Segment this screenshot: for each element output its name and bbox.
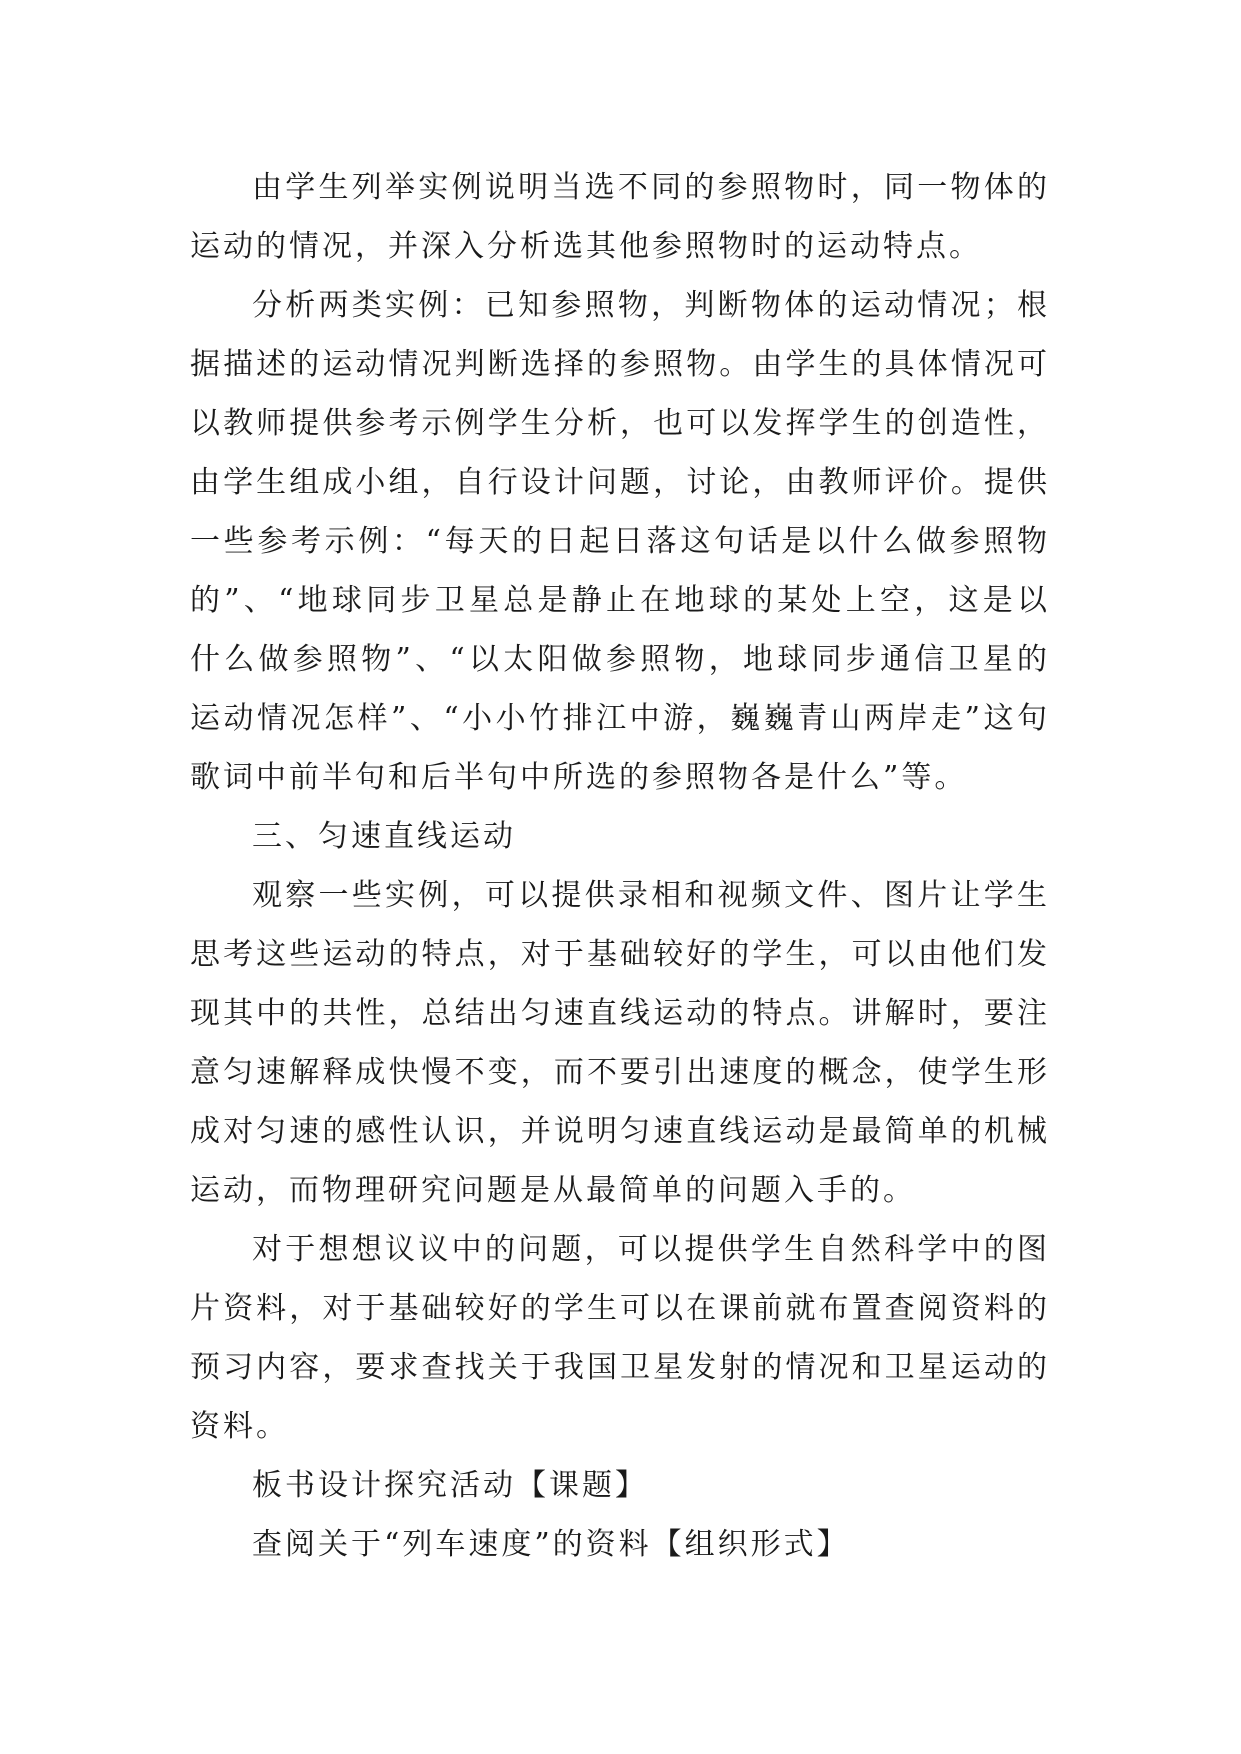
paragraph-reference-objects: 由学生列举实例说明当选不同的参照物时，同一物体的运动的情况，并深入分析选其他参照物时的运动特点。 <box>190 170 1050 264</box>
paragraph-train-speed: 查阅关于“列车速度”的资料【组织形式】 <box>252 1527 850 1562</box>
paragraph-discussion-materials: 对于想想议议中的问题，可以提供学生自然科学中的图片资料，对于基础较好的学生可以在课前就布置查阅资料的预习内容，要求查找关于我国卫星发射的情况和卫星运动的资料。 <box>190 1232 1050 1444</box>
section-heading-uniform-motion: 三、匀速直线运动 <box>252 819 516 854</box>
paragraph-two-examples: 分析两类实例：已知参照物，判断物体的运动情况；根据描述的运动情况判断选择的参照物。由学生的具体情况可以教师提供参考示例学生分析，也可以发挥学生的创造性，由学生组成小组，自行设计问题，讨论，由教师评价。提供一些参考示例：“每天的日起日落这句话是以什么做参照物的”、“地球同步卫星总是静止在地球的某处上空，这是以什么做参照物”、“以太阳做参照物，地球同步通信卫星的运动情况怎样”、“小小竹排江中游，巍巍青山两岸走”这句歌词中前半句和后半句中所选的参照物各是什么”等。 <box>190 288 1050 795</box>
paragraph-observe-examples: 观察一些实例，可以提供录相和视频文件、图片让学生思考这些运动的特点，对于基础较好的学生，可以由他们发现其中的共性，总结出匀速直线运动的特点。讲解时，要注意匀速解释成快慢不变，而不要引出速度的概念，使学生形成对匀速的感性认识，并说明匀速直线运动是最简单的机械运动，而物理研究问题是从最简单的问题入手的。 <box>190 878 1050 1208</box>
paragraph-board-design: 板书设计探究活动【课题】 <box>252 1468 648 1503</box>
document-body <box>190 158 1050 1574</box>
